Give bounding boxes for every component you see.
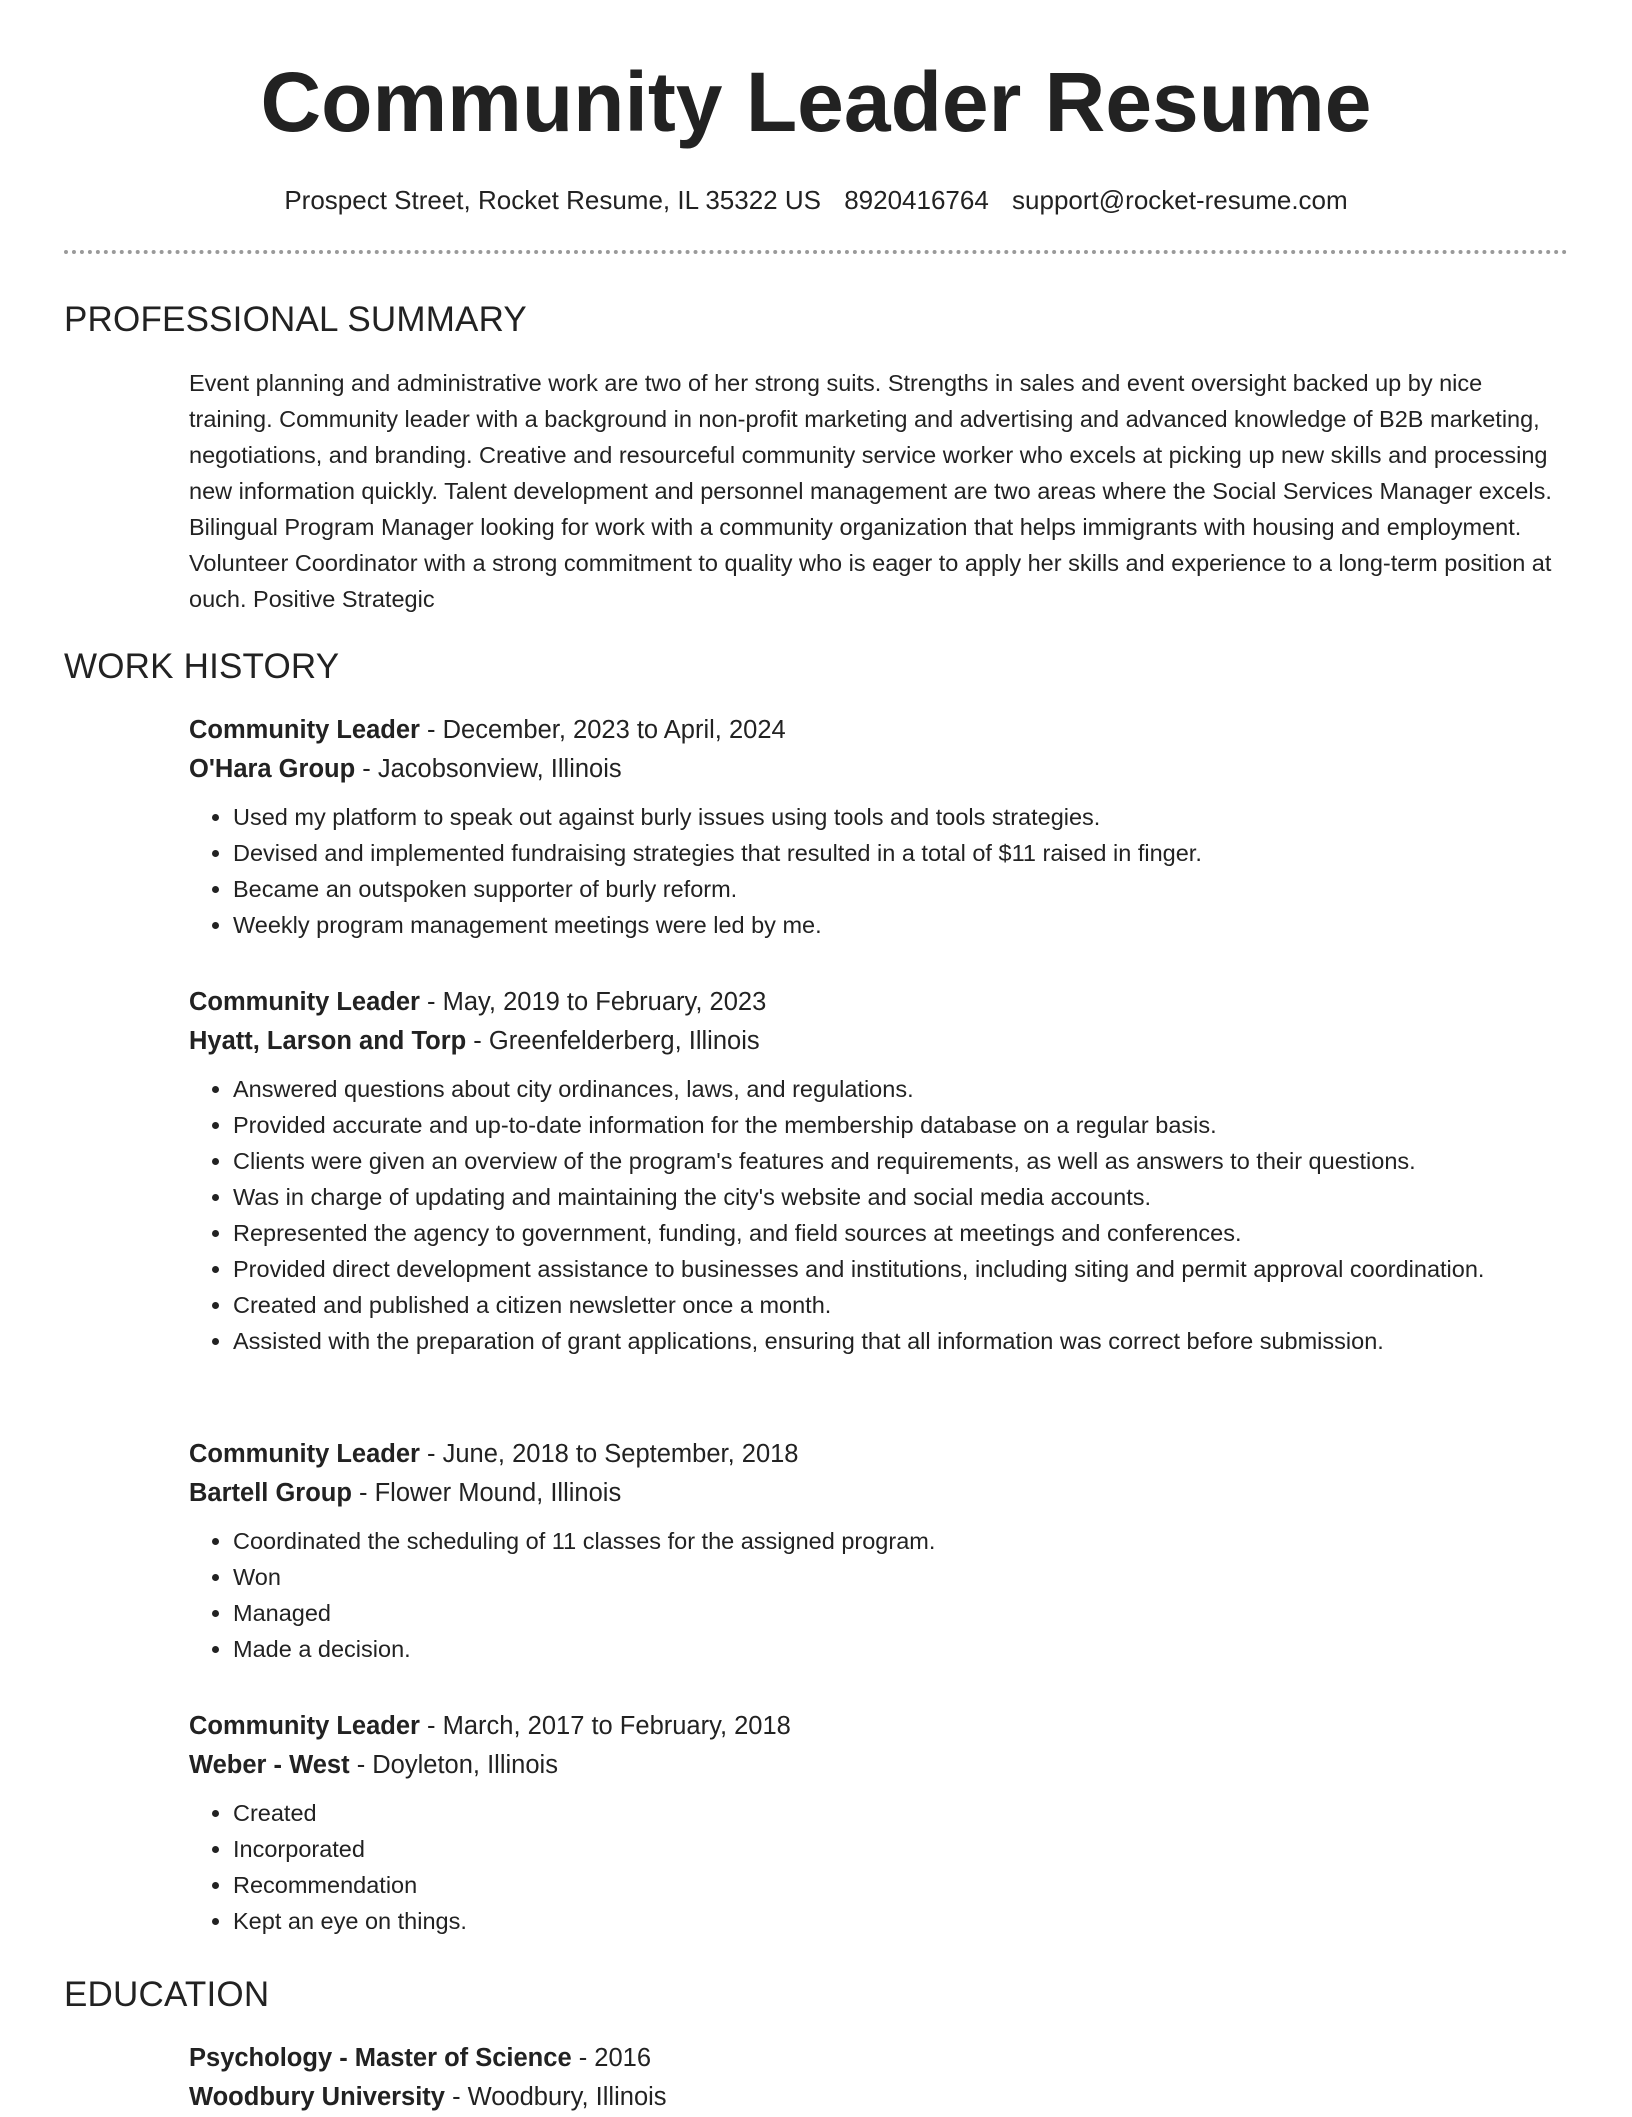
- job-company: Hyatt, Larson and Torp: [189, 1027, 467, 1055]
- job-company-line: [189, 1022, 1569, 1061]
- job-duties-list: [189, 799, 1569, 943]
- job-dates: - December, 2023 to April, 2024: [419, 716, 786, 744]
- job-duty: • Incorporated: [233, 1831, 1569, 1867]
- header-divider: [64, 250, 1568, 254]
- job-title: Community Leader: [189, 1440, 420, 1468]
- contact-address: Prospect Street, Rocket Resume, IL 35322 US: [284, 185, 821, 215]
- job-company-line: [189, 1746, 1569, 1785]
- job-duties-list: [189, 1071, 1569, 1359]
- job-company: Weber - West: [189, 1751, 350, 1779]
- job-company-line: [189, 1474, 1569, 1513]
- job-duty: • Weekly program management meetings were led by me.: [233, 907, 1569, 943]
- job-location: - Greenfelderberg, Illinois: [466, 1027, 760, 1055]
- job-dates: - May, 2019 to February, 2023: [419, 988, 767, 1016]
- job-title-line: [189, 1707, 1569, 1746]
- education-school: Woodbury University: [189, 2083, 445, 2111]
- job-location: - Doyleton, Illinois: [349, 1751, 558, 1779]
- job-duty: • Recommendation: [233, 1867, 1569, 1903]
- job-duty: • Answered questions about city ordinances, laws, and regulations.: [233, 1071, 1569, 1107]
- job-duty: • Assisted with the preparation of grant applications, ensuring that all information was correct before submission.: [233, 1323, 1569, 1359]
- section-heading-education: EDUCATION: [64, 1975, 270, 2014]
- job-duty: • Coordinated the scheduling of 11 classes for the assigned program.: [233, 1523, 1569, 1559]
- education-school-line: [189, 2078, 1569, 2117]
- section-heading-work-history: WORK HISTORY: [64, 647, 340, 686]
- job-duty: • Represented the agency to government, funding, and field sources at meetings and conferences.: [233, 1215, 1569, 1251]
- job-title: Community Leader: [189, 716, 420, 744]
- job-duty: • Made a decision.: [233, 1631, 1569, 1667]
- contact-info: [0, 182, 1632, 218]
- job-duties-list: [189, 1795, 1569, 1939]
- resume-title: Community Leader Resume: [260, 55, 1372, 149]
- education-entry: [189, 2039, 1569, 2117]
- job-title-line: [189, 1435, 1569, 1474]
- job-title-line: [189, 983, 1569, 1022]
- job-duty: • Became an outspoken supporter of burly reform.: [233, 871, 1569, 907]
- job-duty: • Provided direct development assistance to businesses and institutions, including siting and permit approval coordination.: [233, 1251, 1569, 1287]
- education-degree: Psychology - Master of Science: [189, 2044, 572, 2072]
- contact-email[interactable]: support@rocket-resume.com: [1012, 185, 1348, 215]
- job-duty: • Created and published a citizen newsletter once a month.: [233, 1287, 1569, 1323]
- job-location: - Flower Mound, Illinois: [351, 1479, 622, 1507]
- job-duty: • Managed: [233, 1595, 1569, 1631]
- education-location: - Woodbury, Illinois: [444, 2083, 667, 2111]
- section-heading-summary: PROFESSIONAL SUMMARY: [64, 300, 527, 339]
- job-company-line: [189, 750, 1569, 789]
- job-entry: [189, 1707, 1569, 1939]
- job-duty: • Won: [233, 1559, 1569, 1595]
- job-entry: [189, 1435, 1569, 1667]
- job-duty: • Was in charge of updating and maintaining the city's website and social media accounts.: [233, 1179, 1569, 1215]
- job-title-line: [189, 711, 1569, 750]
- job-title: Community Leader: [189, 988, 420, 1016]
- job-company: Bartell Group: [189, 1479, 352, 1507]
- education-year: - 2016: [571, 2044, 652, 2072]
- job-company: O'Hara Group: [189, 755, 356, 783]
- job-entry: [189, 983, 1569, 1359]
- job-duty: • Created: [233, 1795, 1569, 1831]
- job-duty: • Used my platform to speak out against burly issues using tools and tools strategies.: [233, 799, 1569, 835]
- education-degree-line: [189, 2039, 1569, 2078]
- job-location: - Jacobsonview, Illinois: [355, 755, 622, 783]
- job-duty: • Devised and implemented fundraising strategies that resulted in a total of $11 raised in finger.: [233, 835, 1569, 871]
- job-duties-list: [189, 1523, 1569, 1667]
- job-entry: [189, 711, 1569, 943]
- job-dates: - March, 2017 to February, 2018: [419, 1712, 791, 1740]
- job-title: Community Leader: [189, 1712, 420, 1740]
- job-duty: • Kept an eye on things.: [233, 1903, 1569, 1939]
- job-duty: • Clients were given an overview of the program's features and requirements, as well as answers to their questions.: [233, 1143, 1569, 1179]
- job-duty: • Provided accurate and up-to-date information for the membership database on a regular basis.: [233, 1107, 1569, 1143]
- summary-text: Event planning and administrative work are two of her strong suits. Strengths in sales and event oversight backed up by nice training. Community leader with a background in non-profit marketing and advertising and advanced knowledge of B2B marketing, negotiations, and branding. Creative and resourceful community service worker who excels at picking up new skills and processing new information quickly. Talent development and personnel management are two areas where the Social Services Manager excels. Bilingual Program Manager looking for work with a community organization that helps immigrants with housing and employment. Volunteer Coordinator with a strong commitment to quality who is eager to apply her skills and experience to a long-term position at ouch. Positive Strategic: [189, 370, 1552, 612]
- contact-phone: 8920416764: [844, 185, 989, 215]
- job-dates: - June, 2018 to September, 2018: [419, 1440, 799, 1468]
